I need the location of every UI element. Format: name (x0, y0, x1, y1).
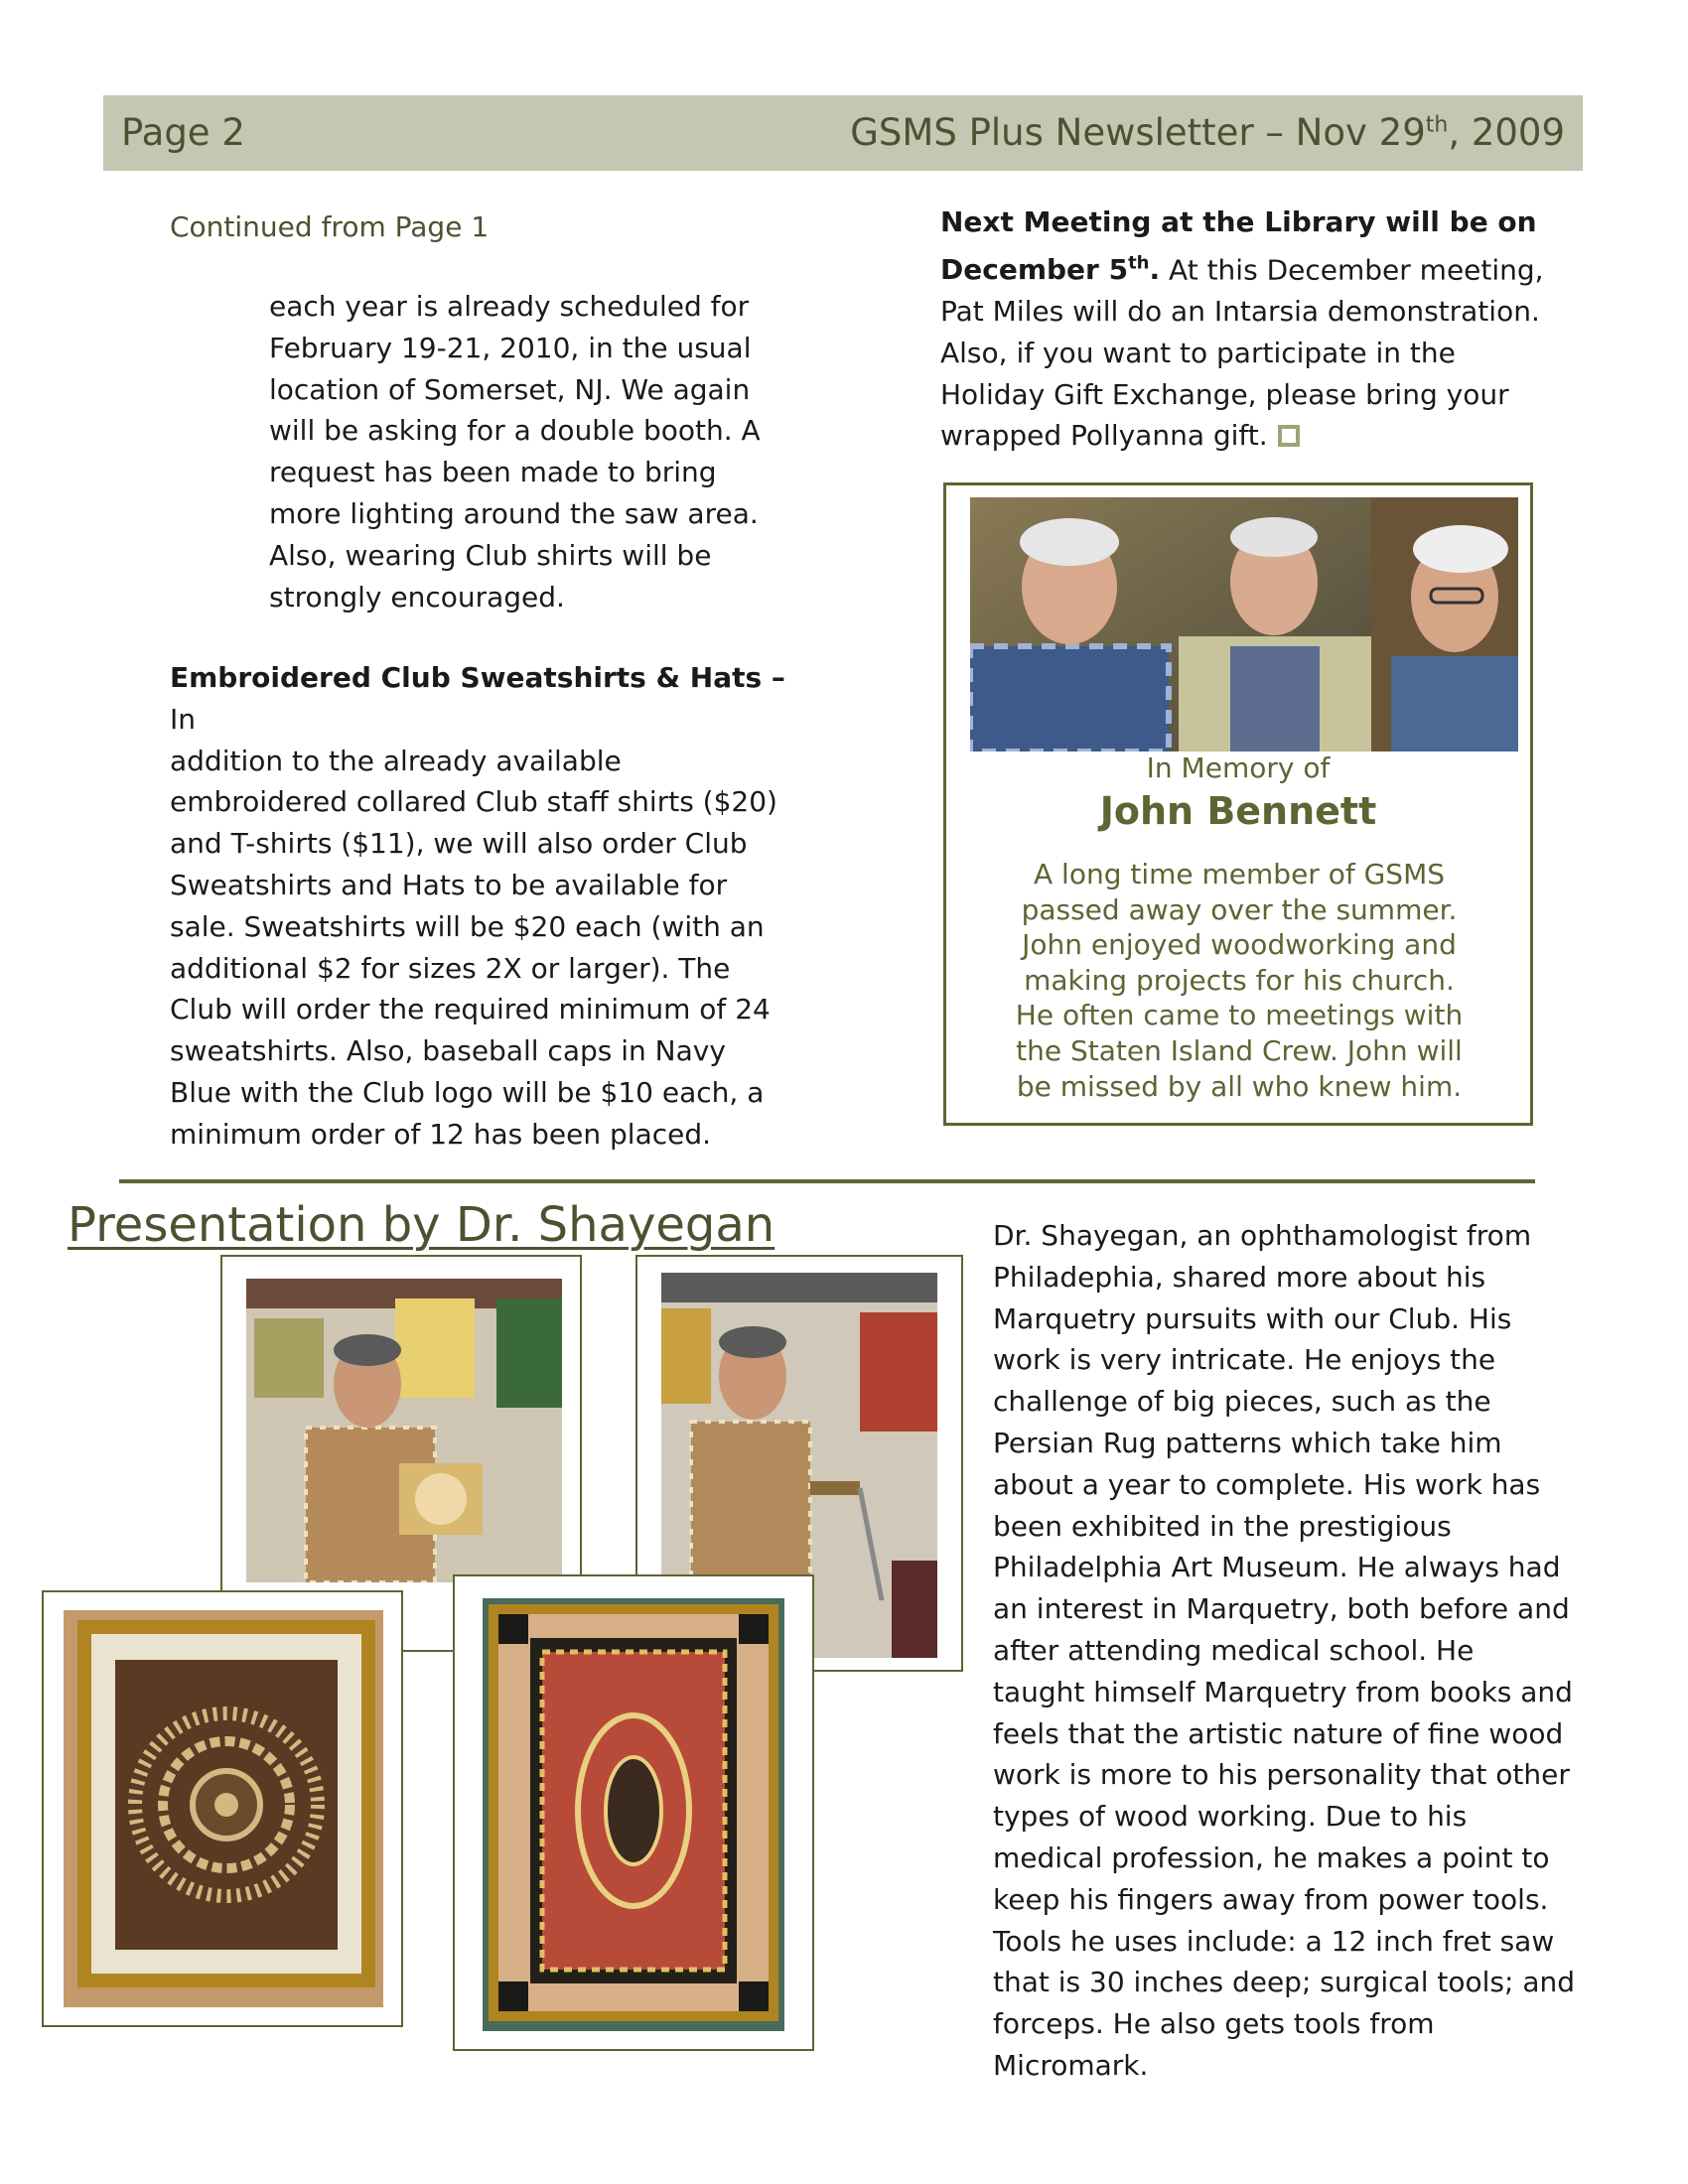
marquetry-round-pattern-photo (64, 1610, 383, 2007)
memorial-text: A long time member of GSMS passed away over the summer. John enjoyed woodworking and making projects for his church. He often came to meetings with the Staten Island Crew. John will be missed by all who knew him. (1015, 858, 1464, 1103)
sweatshirts-paragraph: Embroidered Club Sweatshirts & Hats – In addition to the already available embroidered collared Club staff shirts ($20) and T-shirts ($11), we will also order Club Sweatshirts and Hats to be available for sale. Sweatshirts will be $20 each (with an additional $2 for sizes 2X or larger). The Club will order the required minimum of 24 sweatshirts. Also, baseball caps in Navy Blue with the Club logo will be $10 each, a minimum order of 12 has been placed. (170, 661, 785, 1151)
memorial-box (943, 482, 1533, 1126)
sweatshirts-heading: Embroidered Club Sweatshirts & Hats – (170, 661, 785, 694)
trade-show-paragraph: each year is already scheduled for February 19-21, 2010, in the usual location of Somerset, NJ. We again will be asking for a double booth. A request has been made to bring more lighting around the saw area. Also, wearing Club shirts will be strongly encouraged. (269, 290, 761, 614)
continued-label: Continued from Page 1 (170, 210, 490, 243)
page-number: Page 2 (121, 111, 245, 154)
memorial-name: John Bennett (1099, 789, 1377, 833)
newsletter-title: GSMS Plus Newsletter – Nov 29th, 2009 (850, 111, 1565, 154)
section-divider (119, 1179, 1535, 1183)
memorial-photo-2-image (1371, 497, 1518, 751)
page-header (103, 95, 1583, 171)
presentation-title: Presentation by Dr. Shayegan (68, 1197, 775, 1253)
memorial-photo-2 (1371, 497, 1518, 751)
meeting-heading: Next Meeting at the Library will be on December 5th. (940, 205, 1537, 287)
next-meeting-paragraph: Next Meeting at the Library will be on December 5th. At this December meeting, Pat Miles will do an Intarsia demonstration. Also, if you want to participate in the Holiday Gift Exchange, please bring your wrapped Pollyanna gift. (940, 205, 1544, 453)
end-of-article-icon (1278, 425, 1300, 447)
memorial-photo-group (970, 497, 1371, 751)
speaker-photo-holding-frame (246, 1279, 562, 1582)
photo-frame-marquetry-round (42, 1590, 403, 2027)
marquetry-persian-rug-photo (483, 1598, 784, 2031)
memorial-subtitle: In Memory of (1146, 751, 1331, 784)
presentation-text: Dr. Shayegan, an ophthamologist from Philadephia, shared more about his Marquetry pursuits with our Club. His work is very intricate. He enjoys the challenge of big pieces, such as the Persian Rug patterns which take him about a year to complete. His work has been exhibited in the prestigious Philadelphia Art Museum. He always had an interest in Marquetry, both before and after attending medical school. He taught himself Marquetry from books and feels that the artistic nature of fine wood work is more to his personality that other types of wood working. Due to his medical profession, he makes a point to keep his fingers away from power tools. Tools he uses include: a 12 inch fret saw that is 30 inches deep; surgical tools; and forceps. He also gets tools from Micromark. (993, 1219, 1576, 2082)
photo-frame-marquetry-rug (453, 1574, 814, 2051)
memorial-photo-1 (970, 497, 1371, 751)
